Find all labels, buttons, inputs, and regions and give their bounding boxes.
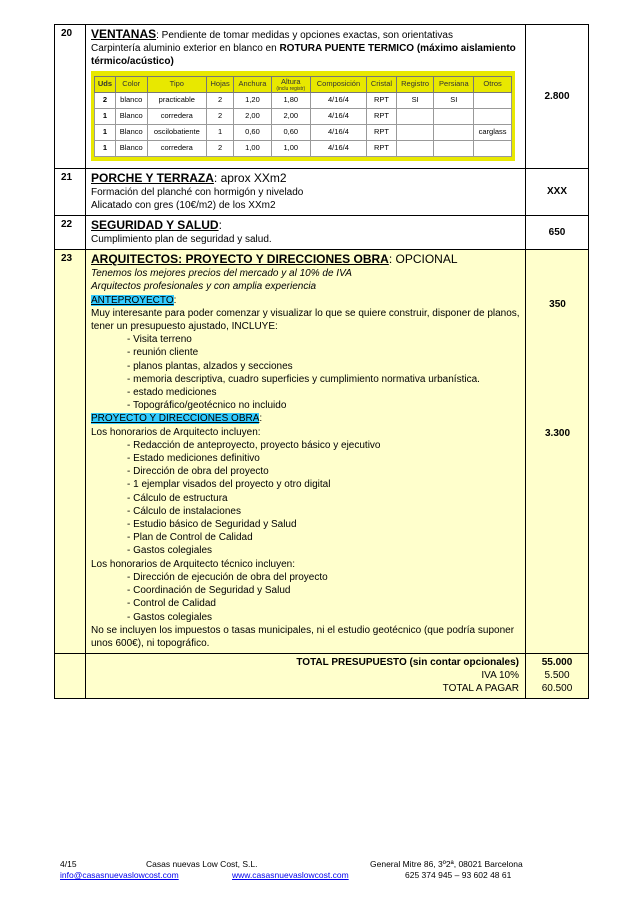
windows-row — [95, 140, 512, 156]
windows-header-subnote: (inclu registr) — [276, 85, 306, 92]
list-item: - Dirección de obra del proyecto — [91, 465, 520, 478]
footer-website-link[interactable]: www.casasnuevaslowcost.com — [232, 870, 349, 880]
budget-row-arquitectos — [55, 250, 589, 654]
item-italic-line: Arquitectos profesionales y con amplia experiencia — [91, 281, 317, 293]
item-prices — [526, 250, 589, 654]
item-price: 650 — [526, 216, 589, 250]
windows-cell: 0,60 — [234, 124, 272, 140]
windows-cell: RPT — [367, 140, 397, 156]
closing-note: No se incluyen los impuestos o tasas municipales, ni el estudio geotécnico (que podría suponer unos 600€), ni topográfico. — [91, 624, 515, 649]
windows-cell — [396, 140, 434, 156]
list-item: - Control de Calidad — [91, 597, 520, 610]
windows-cell: 1 — [95, 108, 116, 124]
windows-cell: SI — [434, 92, 474, 108]
item-number: 21 — [55, 168, 86, 215]
windows-cell: 2,00 — [271, 108, 310, 124]
windows-cell: RPT — [367, 108, 397, 124]
windows-header-cell: Color — [115, 76, 147, 92]
proyecto-intro: Los honorarios de Arquitecto incluyen: — [91, 426, 261, 438]
windows-cell: 1 — [207, 124, 234, 140]
total-label: TOTAL PRESUPUESTO (sin contar opcionales) — [296, 657, 519, 669]
item-description: ARQUITECTOS: PROYECTO Y DIRECCIONES OBRA: OPCIONAL Tenemos los mejores precios del mercado y al 10% de IVA Arquitectos profesionales y con amplia experiencia ANTEPROYECTO: Muy interesante para poder comenzar y visualizar lo que se quiere construir, disponer de planos, tener un presupuesto ajustado, INCLUYE: - Visita terreno - reunión cliente - planos plantas, alzados y secciones - memoria descriptiva, cuadro superficies y cumplimiento normativa urbanística. - estado mediciones - Topográfico/geotécnico no incluido PROYECTO Y DIRECCIONES OBRA: Los honorarios de Arquitecto incluyen: - Redacción de anteproyecto, proyecto básico y ejecutivo - Estado mediciones definitivo - Dirección de obra del proyecto - 1 ejemplar visados del proyecto y otro digital - Cálculo de estructura - Cálculo de instalaciones - Estudio básico de Seguridad y Salud - Plan de Control de Calidad - Gastos colegiales Los honorarios de Arquitecto técnico incluyen: - Dirección de ejecución de obra del proyecto - Coordinación de Seguridad y Salud - Control de Calidad - Gastos colegiales No se incluyen los impuestos o tasas municipales, ni el estudio geotécnico (que podría suponer unos 600€), ni topográfico. — [86, 250, 526, 654]
list-item: - Gastos colegiales — [91, 611, 520, 624]
item-title: SEGURIDAD Y SALUD — [91, 218, 219, 233]
item-line: Cumplimiento plan de seguridad y salud. — [91, 234, 272, 246]
windows-header-cell: Cristal — [367, 76, 397, 92]
windows-cell: 4/16/4 — [310, 140, 367, 156]
totals-values — [526, 654, 589, 699]
list-item: - Topográfico/geotécnico no incluido — [91, 399, 520, 412]
item-title: PORCHE Y TERRAZA — [91, 170, 214, 185]
windows-cell: Blanco — [115, 124, 147, 140]
totals-spacer — [55, 654, 86, 699]
windows-cell: 1,00 — [271, 140, 310, 156]
windows-cell: 2 — [207, 108, 234, 124]
item-number: 22 — [55, 216, 86, 250]
windows-cell: 0,60 — [271, 124, 310, 140]
footer-email-link[interactable]: info@casasnuevaslowcost.com — [60, 870, 179, 880]
anteproyecto-intro: Muy interesante para poder comenzar y visualizar lo que se quiere construir, disponer de planos, tener un presupuesto ajustado, INCLUYE: — [91, 307, 520, 333]
item-line: Alicatado con gres (10€/m2) de los XXm2 — [91, 199, 276, 211]
item-description — [86, 25, 526, 169]
windows-cell — [434, 108, 474, 124]
budget-table — [54, 24, 589, 699]
item-title-suffix: : — [218, 218, 222, 233]
windows-header-cell: Anchura — [234, 76, 272, 92]
anteproyecto-label: ANTEPROYECTO — [91, 294, 174, 306]
list-item: - Cálculo de instalaciones — [91, 505, 520, 518]
windows-table-frame — [91, 71, 515, 161]
footer-address: General Mitre 86, 3º2ª, 08021 Barcelona — [370, 859, 523, 869]
windows-cell: corredera — [147, 108, 207, 124]
list-item: - Visita terreno — [91, 333, 520, 346]
totals-row — [55, 654, 589, 699]
windows-header-cell: Tipo — [147, 76, 207, 92]
iva-label: IVA 10% — [481, 670, 519, 682]
iva-value: 5.500 — [544, 670, 570, 682]
windows-cell — [434, 124, 474, 140]
budget-row-porche — [55, 168, 589, 215]
windows-cell: oscilobatiente — [147, 124, 207, 140]
windows-cell: 4/16/4 — [310, 92, 367, 108]
windows-cell — [434, 140, 474, 156]
windows-cell: Blanco — [115, 140, 147, 156]
windows-cell: 4/16/4 — [310, 108, 367, 124]
windows-cell: 2 — [207, 140, 234, 156]
windows-cell: 1,20 — [234, 92, 272, 108]
windows-cell — [474, 108, 512, 124]
pagar-label: TOTAL A PAGAR — [442, 683, 519, 695]
windows-row — [95, 92, 512, 108]
windows-cell: RPT — [367, 92, 397, 108]
windows-header-cell: Composición — [310, 76, 367, 92]
windows-row — [95, 108, 512, 124]
windows-row — [95, 124, 512, 140]
windows-header-cell: Uds — [95, 76, 116, 92]
item-title-suffix: : aprox XXm2 — [213, 170, 287, 185]
windows-header-cell: Registro — [396, 76, 434, 92]
windows-cell — [474, 140, 512, 156]
anteproyecto-list — [91, 333, 520, 412]
item-italic-line: Tenemos los mejores precios del mercado y al 10% de IVA — [91, 268, 352, 280]
windows-header-cell: Hojas — [207, 76, 234, 92]
item-price: XXX — [526, 168, 589, 215]
windows-cell: carglass — [474, 124, 512, 140]
item-title-suffix: : OPCIONAL — [388, 252, 458, 267]
item-number: 23 — [55, 250, 86, 654]
price-anteproyecto: 350 — [549, 299, 566, 311]
item-price: 2.800 — [526, 25, 589, 169]
windows-cell: 2 — [95, 92, 116, 108]
list-item: - Estado mediciones definitivo — [91, 452, 520, 465]
windows-header-cell: Altura (inclu registr) — [271, 76, 310, 92]
list-item: - Plan de Control de Calidad — [91, 531, 520, 544]
windows-table — [94, 76, 512, 157]
list-item: - Coordinación de Seguridad y Salud — [91, 584, 520, 597]
windows-cell: 2,00 — [234, 108, 272, 124]
budget-row-ventanas — [55, 25, 589, 169]
list-item: - 1 ejemplar visados del proyecto y otro digital — [91, 478, 520, 491]
list-item: - estado mediciones — [91, 386, 520, 399]
windows-cell — [396, 124, 434, 140]
item-description — [86, 168, 526, 215]
list-item: - Dirección de ejecución de obra del proyecto — [91, 571, 520, 584]
page-footer — [60, 859, 550, 881]
list-item: - Estudio básico de Seguridad y Salud — [91, 518, 520, 531]
totals-labels — [86, 654, 526, 699]
proyecto-list — [91, 439, 520, 558]
list-item: - planos plantas, alzados y secciones — [91, 360, 520, 373]
windows-cell — [474, 92, 512, 108]
footer-company: Casas nuevas Low Cost, S.L. — [146, 859, 258, 869]
windows-cell: Blanco — [115, 108, 147, 124]
tecnico-intro: Los honorarios de Arquitecto técnico incluyen: — [91, 558, 296, 570]
windows-cell: 2 — [207, 92, 234, 108]
footer-phones: 625 374 945 – 93 602 48 61 — [405, 870, 512, 880]
windows-header-cell: Otros — [474, 76, 512, 92]
item-number: 20 — [55, 25, 86, 169]
windows-cell: 1 — [95, 140, 116, 156]
windows-cell — [396, 108, 434, 124]
item-line: Formación del planché con hormigón y nivelado — [91, 186, 304, 198]
list-item: - Cálculo de estructura — [91, 492, 520, 505]
windows-cell: 1,00 — [234, 140, 272, 156]
item-title: VENTANAS — [91, 27, 157, 41]
budget-row-seguridad — [55, 216, 589, 250]
price-proyecto: 3.300 — [544, 428, 571, 440]
item-title-suffix: : Pendiente de tomar medidas y opciones exactas, son orientativas — [156, 30, 453, 41]
windows-table-header — [95, 76, 512, 92]
item-subtitle-bold: ROTURA PUENTE TERMICO (máximo aislamiento térmico/acústico) — [91, 43, 516, 68]
pagar-value: 60.500 — [541, 683, 573, 695]
windows-cell: RPT — [367, 124, 397, 140]
list-item: - reunión cliente — [91, 346, 520, 359]
proyecto-label: PROYECTO Y DIRECCIONES OBRA — [91, 413, 260, 425]
list-item: - Gastos colegiales — [91, 544, 520, 557]
windows-cell: blanco — [115, 92, 147, 108]
windows-cell: corredera — [147, 140, 207, 156]
windows-cell: practicable — [147, 92, 207, 108]
item-subtitle: Carpintería aluminio exterior en blanco en — [91, 43, 280, 55]
windows-cell: 4/16/4 — [310, 124, 367, 140]
list-item: - memoria descriptiva, cuadro superficies y cumplimiento normativa urbanística. — [91, 373, 520, 386]
footer-page-number: 4/15 — [60, 859, 77, 869]
total-value: 55.000 — [541, 657, 573, 669]
windows-header-cell: Persiana — [434, 76, 474, 92]
windows-cell: SI — [396, 92, 434, 108]
windows-cell: 1 — [95, 124, 116, 140]
item-description — [86, 216, 526, 250]
tecnico-list — [91, 571, 520, 624]
list-item: - Redacción de anteproyecto, proyecto básico y ejecutivo — [91, 439, 520, 452]
windows-cell: 1,80 — [271, 92, 310, 108]
item-title: ARQUITECTOS: PROYECTO Y DIRECCIONES OBRA — [91, 252, 389, 267]
